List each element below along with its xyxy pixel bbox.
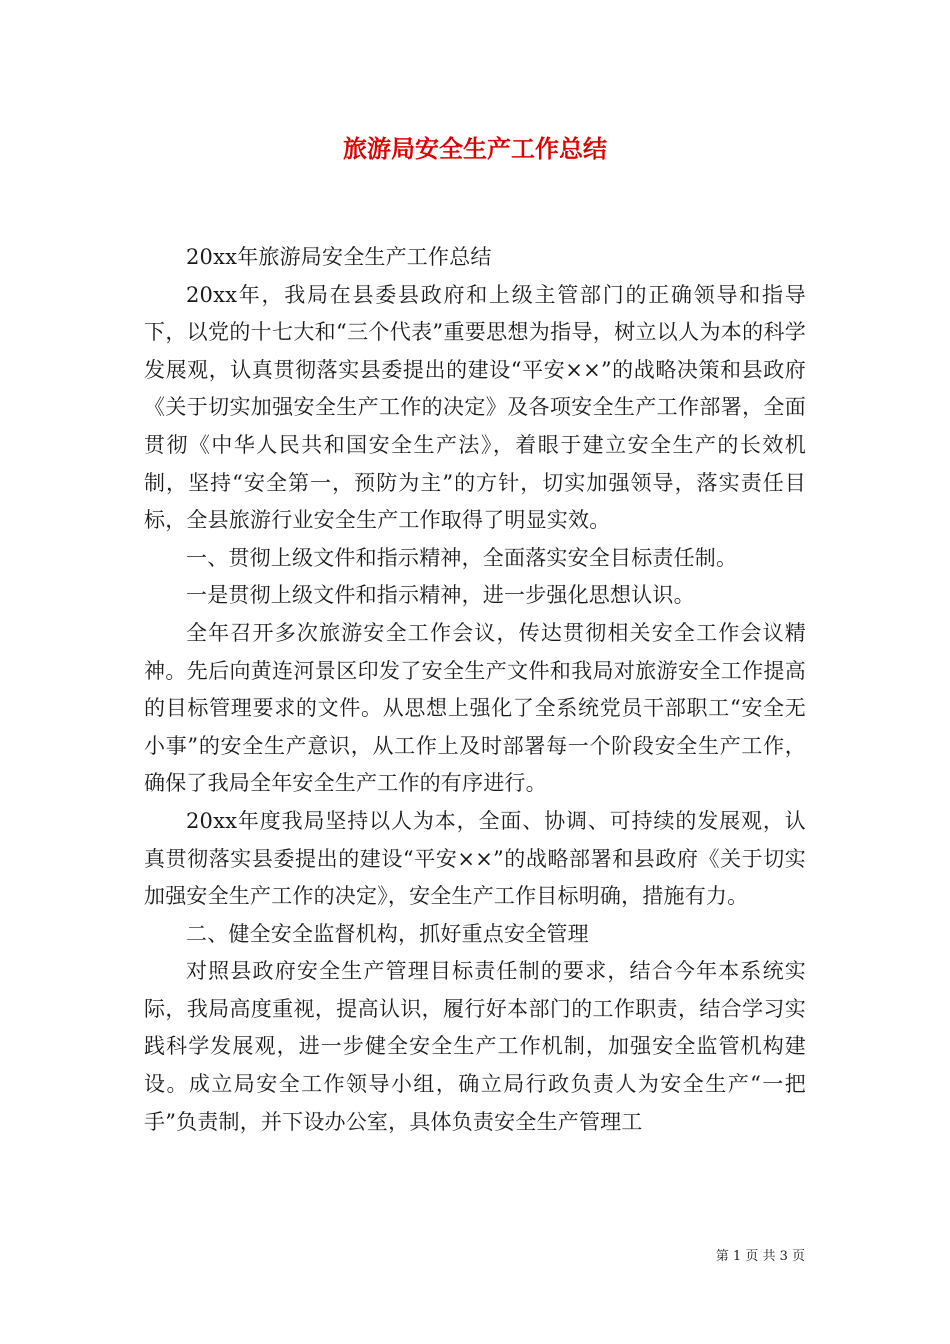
page-number: 第 1 页 共 3 页: [715, 1249, 805, 1264]
paragraph-annual: 20xx年度我局坚持以人为本，全面、协调、可持续的发展观，认真贯彻落实县委提出的建设“平安××”的战略部署和县政府《关于切实加强安全生产工作的决定》，安全生产工作目标明确，措施有力。: [144, 808, 806, 909]
section-heading-2: 二、健全安全监督机构，抓好重点安全管理: [186, 921, 589, 946]
page-title: 旅游局安全生产工作总结: [343, 135, 607, 163]
document-body: [144, 239, 806, 1141]
subsection-heading-1: 一是贯彻上级文件和指示精神，进一步强化思想认识。: [186, 583, 695, 608]
paragraph-supervision: 对照县政府安全生产管理目标责任制的要求，结合今年本系统实际，我局高度重视，提高认识，履行好本部门的工作职责，结合学习实践科学发展观，进一步健全安全生产工作机制，加强安全监管机构建设。成立局安全工作领导小组，确立局行政负责人为安全生产“一把手”负责制，并下设办公室，具体负责安全生产管理工: [144, 959, 806, 1134]
paragraph-intro: 20xx年，我局在县委县政府和上级主管部门的正确领导和指导下，以党的十七大和“三个代表”重要思想为指导，树立以人为本的科学发展观，认真贯彻落实县委提出的建设“平安××”的战略决策和县政府《关于切实加强安全生产工作的决定》及各项安全生产工作部署，全面贯彻《中华人民共和国安全生产法》，着眼于建立安全生产的长效机制，坚持“安全第一，预防为主”的方针，切实加强领导，落实责任目标，全县旅游行业安全生产工作取得了明显实效。: [144, 282, 806, 533]
paragraph-meetings: 全年召开多次旅游安全工作会议，传达贯彻相关安全工作会议精神。先后向黄连河景区印发了安全生产文件和我局对旅游安全工作提高的目标管理要求的文件。从思想上强化了全系统党员干部职工“安全无小事”的安全生产意识，从工作上及时部署每一个阶段安全生产工作，确保了我局全年安全生产工作的有序进行。: [144, 620, 806, 796]
section-heading-1: 一、贯彻上级文件和指示精神，全面落实安全目标责任制。: [186, 545, 738, 570]
paragraph-subtitle: 20xx年旅游局安全生产工作总结: [186, 245, 492, 269]
